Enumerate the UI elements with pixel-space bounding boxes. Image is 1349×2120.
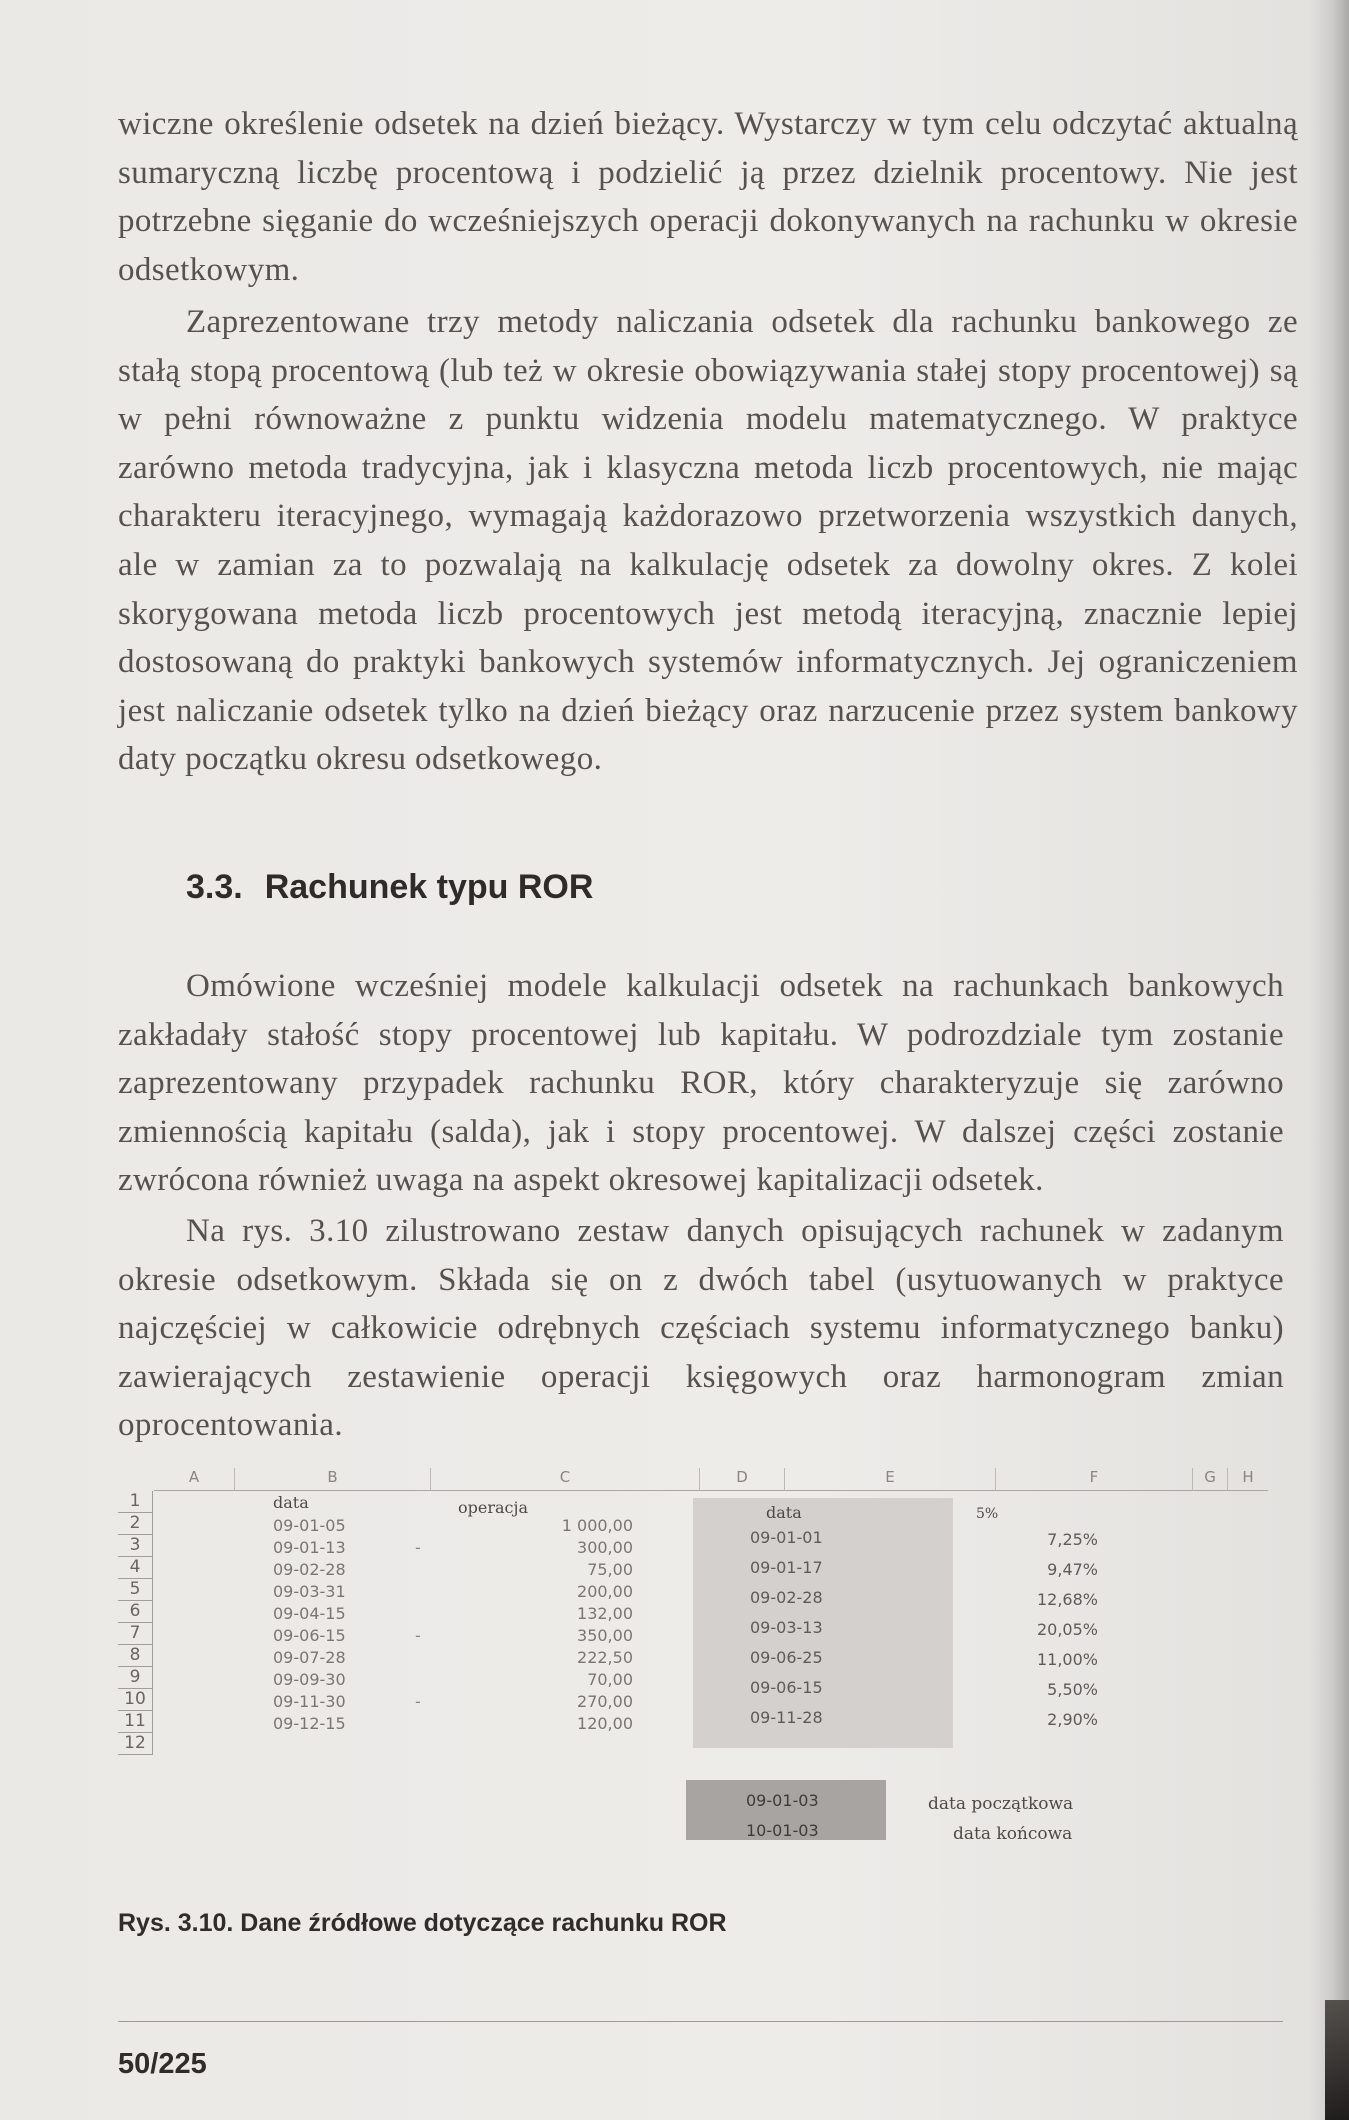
column-header-c: C <box>431 1468 700 1491</box>
row-number: 4 <box>118 1557 153 1579</box>
column-header-b: B <box>235 1468 431 1491</box>
column-header-e: E <box>785 1468 996 1491</box>
operation-amount: 120,00 <box>577 1714 633 1733</box>
operation-date: 09-04-15 <box>273 1604 346 1623</box>
column-header-f: F <box>996 1468 1193 1491</box>
rate-value: 7,25% <box>1047 1530 1098 1549</box>
paragraph-figure-ref: Na rys. 3.10 zilustrowano zestaw danych opisujących rachunek w zadanym okresie odsetkowym. Składa się on z dwóch tabel (usytuowanych w praktyce najczęściej w całkowicie odrębnych częściach systemu informatycznego banku) zawierających zestawienie operacji księgowych oraz harmonogram zmian oprocentowania. <box>118 1213 1284 1444</box>
row-number: 1 <box>118 1491 153 1513</box>
column-header-h: H <box>1228 1468 1268 1491</box>
header-cell-rate-date: data <box>766 1503 802 1522</box>
rate-value: 9,47% <box>1047 1560 1098 1579</box>
operation-date: 09-01-13 <box>273 1538 346 1557</box>
column-header-g: G <box>1193 1468 1228 1491</box>
section-title: Rachunek typu ROR <box>264 868 594 906</box>
rate-date: 09-01-01 <box>750 1528 823 1547</box>
paragraph-methods-summary: Zaprezentowane trzy metody naliczania odsetek dla rachunku bankowego ze stałą stopą procentową (lub też w okresie obowiązywania stałej stopy procentowej) są w pełni równoważne z punktu widzenia modelu matematycznego. W praktyce zarówno metoda tradycyjna, jak i klasyczna metoda liczb procentowych, nie mając charakteru iteracyjnego, wymagają każdorazowo przetworzenia wszystkich danych, ale w zamian za to pozwalają na kalkulację odsetek za dowolny okres. Z kolei skorygowana metoda liczb procentowych jest metodą iteracyjną, znacznie lepiej dostosowaną do praktyki bankowych systemów informatycznych. Jej ograniczeniem jest naliczanie odsetek tylko na dzień bieżący oraz narzucenie przez system bankowy daty początku okresu odsetkowego. <box>118 304 1298 778</box>
header-cell-rate: 5% <box>976 1506 999 1522</box>
row-number: 9 <box>118 1667 153 1689</box>
column-header-d: D <box>700 1468 785 1491</box>
rate-date: 09-01-17 <box>750 1558 823 1577</box>
operation-date: 09-06-15 <box>273 1626 346 1645</box>
paragraph-ror-intro: Omówione wcześniej modele kalkulacji odsetek na rachunkach bankowych zakładały stałość stopy procentowej lub kapitału. W podrozdziale tym zostanie zaprezentowany przypadek rachunku ROR, który charakteryzuje się zarówno zmiennością kapitału (salda), jak i stopy procentowej. W dalszej części zostanie zwrócona również uwaga na aspekt okresowej kapitalizacji odsetek. <box>118 968 1284 1199</box>
operation-sign: - <box>415 1626 421 1645</box>
rate-value: 2,90% <box>1047 1710 1098 1729</box>
period-end-label: data końcowa <box>953 1824 1073 1844</box>
rate-value: 20,05% <box>1036 1620 1098 1639</box>
row-number: 7 <box>118 1623 153 1645</box>
row-number: 12 <box>118 1733 153 1755</box>
rate-date: 09-11-28 <box>750 1708 823 1727</box>
paragraph-intro: wiczne określenie odsetek na dzień bieżący. Wystarczy w tym celu odczytać aktualną sumaryczną liczbę procentową i podzielić ją przez dzielnik procentowy. Nie jest potrzebne sięganie do wcześniejszych operacji dokonywanych na rachunku w okresie odsetkowym. <box>118 106 1298 288</box>
operation-amount: 1 000,00 <box>561 1516 633 1535</box>
row-number: 10 <box>118 1689 153 1711</box>
footer-rule <box>118 2021 1283 2022</box>
operation-date: 09-11-30 <box>273 1692 346 1711</box>
operation-date: 09-12-15 <box>273 1714 346 1733</box>
period-start-date: 09-01-03 <box>746 1791 819 1810</box>
rate-value: 12,68% <box>1036 1590 1098 1609</box>
operation-amount: 350,00 <box>577 1626 633 1645</box>
column-header-a: A <box>154 1468 235 1491</box>
row-number: 3 <box>118 1535 153 1557</box>
operation-amount: 70,00 <box>587 1670 633 1689</box>
row-number: 5 <box>118 1579 153 1601</box>
page-corner-shadow <box>1325 2000 1349 2120</box>
row-number: 8 <box>118 1645 153 1667</box>
header-cell-operation: operacja <box>458 1498 528 1517</box>
operation-amount: 300,00 <box>577 1538 633 1557</box>
operation-date: 09-01-05 <box>273 1516 346 1535</box>
operation-sign: - <box>415 1692 421 1711</box>
operation-date: 09-09-30 <box>273 1670 346 1689</box>
operation-date: 09-03-31 <box>273 1582 346 1601</box>
period-end-date: 10-01-03 <box>746 1821 819 1840</box>
spreadsheet-figure <box>118 1468 1268 1868</box>
section-number: 3.3. <box>186 868 243 906</box>
page-number: 50/225 <box>118 2048 207 2080</box>
operation-amount: 132,00 <box>577 1604 633 1623</box>
row-number: 2 <box>118 1513 153 1535</box>
rate-value: 11,00% <box>1036 1650 1098 1669</box>
rate-value: 5,50% <box>1047 1680 1098 1699</box>
rate-date: 09-06-25 <box>750 1648 823 1667</box>
rate-table-shading <box>693 1498 953 1748</box>
operation-date: 09-07-28 <box>273 1648 346 1667</box>
operation-sign: - <box>415 1538 421 1557</box>
operation-amount: 222,50 <box>577 1648 633 1667</box>
operation-amount: 200,00 <box>577 1582 633 1601</box>
rate-date: 09-06-15 <box>750 1678 823 1697</box>
header-cell-date: data <box>273 1493 309 1512</box>
operation-date: 09-02-28 <box>273 1560 346 1579</box>
figure-caption: Rys. 3.10. Dane źródłowe dotyczące rachunku ROR <box>118 1909 727 1937</box>
rate-date: 09-03-13 <box>750 1618 823 1637</box>
row-number: 11 <box>118 1711 153 1733</box>
section-heading <box>186 868 593 907</box>
period-start-label: data początkowa <box>928 1794 1074 1814</box>
operation-amount: 75,00 <box>587 1560 633 1579</box>
page-edge-shadow <box>1309 0 1349 2120</box>
operation-amount: 270,00 <box>577 1692 633 1711</box>
rate-date: 09-02-28 <box>750 1588 823 1607</box>
row-number: 6 <box>118 1601 153 1623</box>
